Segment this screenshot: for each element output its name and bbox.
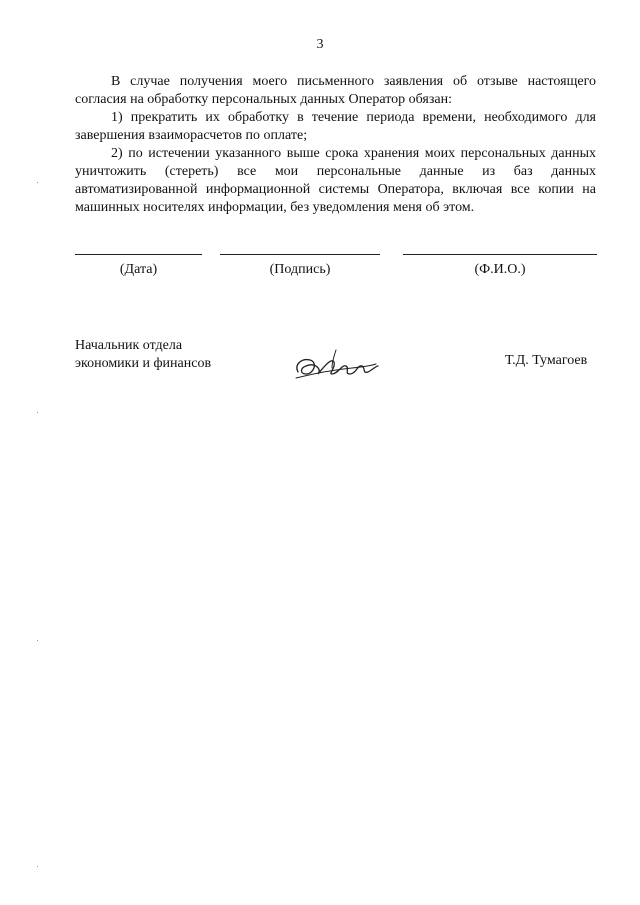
position-line-2: экономики и финансов bbox=[75, 356, 212, 371]
paragraph-item-1: 1) прекратить их обработку в течение периода времени, необходимого для завершения взаиморасчетов по оплате; bbox=[75, 110, 596, 143]
scan-speck bbox=[37, 640, 38, 641]
date-line bbox=[75, 254, 202, 255]
date-caption: (Дата) bbox=[119, 262, 158, 277]
position-line-1: Начальник отдела bbox=[75, 338, 183, 353]
signature-line bbox=[220, 254, 380, 255]
handwritten-signature bbox=[292, 344, 382, 384]
scan-speck bbox=[37, 412, 38, 413]
scan-speck bbox=[37, 866, 38, 867]
body-text bbox=[75, 73, 596, 217]
signer-name: Т.Д. Тумагоев bbox=[505, 353, 588, 368]
name-line bbox=[403, 254, 597, 255]
position-title bbox=[75, 337, 211, 373]
signature-caption: (Подпись) bbox=[269, 262, 331, 277]
paragraph-item-2: 2) по истечении указанного выше срока хранения моих персональных данных уничтожить (стереть) все мои персональные данные из баз данных автоматизированной информационной системы Оператора, включая все копии на машинных носителях информации, без уведомления меня об этом. bbox=[75, 146, 596, 215]
name-caption: (Ф.И.О.) bbox=[474, 262, 526, 277]
page-number: 3 bbox=[316, 37, 324, 52]
paragraph-intro: В случае получения моего письменного заявления об отзыве настоящего согласия на обработку персональных данных Оператор обязан: bbox=[75, 74, 596, 107]
scan-speck bbox=[37, 182, 38, 183]
